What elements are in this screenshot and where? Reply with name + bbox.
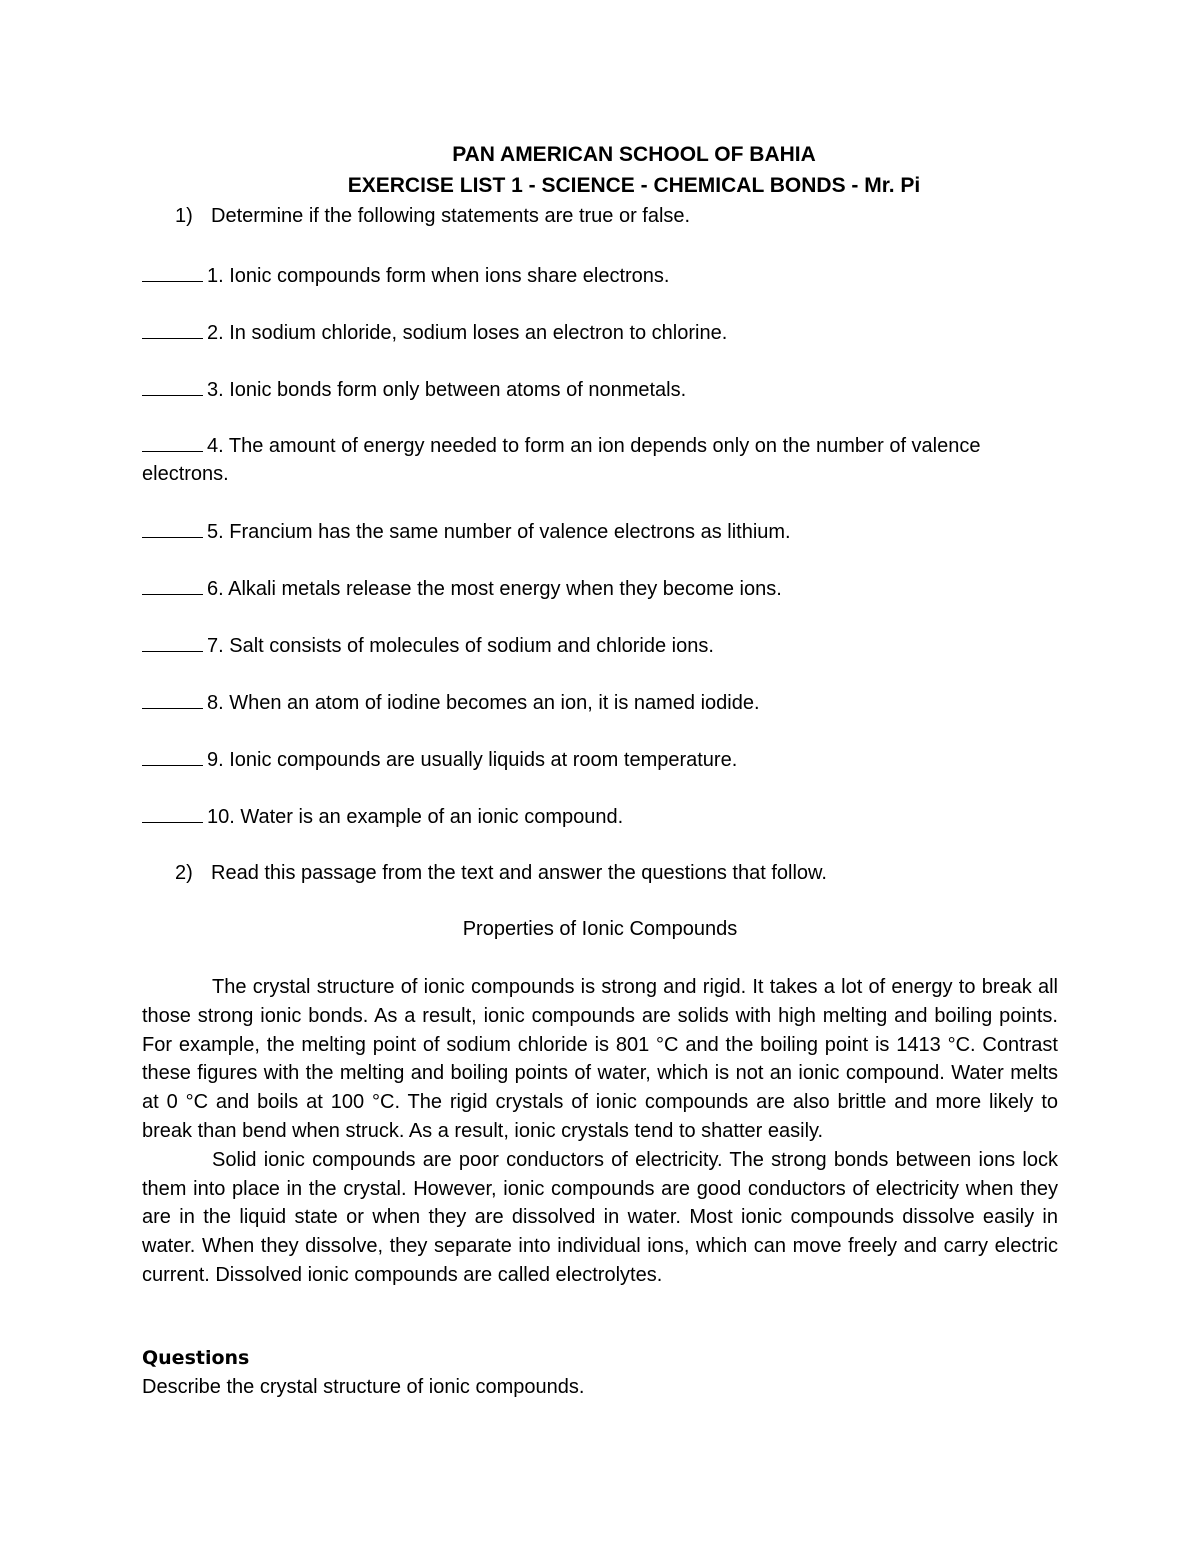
statement-6: [142, 574, 1052, 603]
statement-7: [142, 631, 1052, 660]
statement-text: 7. Salt consists of molecules of sodium and chloride ions.: [207, 635, 714, 657]
section-2-instruction: [175, 861, 827, 885]
section-2-number: 2): [175, 862, 193, 884]
statement-text: 5. Francium has the same number of valence electrons as lithium.: [207, 521, 791, 543]
answer-blank[interactable]: [142, 318, 203, 339]
statement-text: 9. Ionic compounds are usually liquids at room temperature.: [207, 749, 738, 771]
answer-blank[interactable]: [142, 631, 203, 652]
passage-paragraph-1: The crystal structure of ionic compounds is strong and rigid. It takes a lot of energy to break all those strong ionic bonds. As a result, ionic compounds are solids with high melting and boiling points. For example, the melting point of sodium chloride is 801 °C and the boiling point is 1413 °C. Contrast these figures with the melting and boiling points of water, which is not an ionic compound. Water melts at 0 °C and boils at 100 °C. The rigid crystals of ionic compounds are also brittle and more likely to break than bend when struck. As a result, ionic crystals tend to shatter easily.: [142, 976, 1058, 1142]
passage: [142, 973, 1058, 1290]
passage-title: Properties of Ionic Compounds: [462, 918, 738, 940]
statement-text: 10. Water is an example of an ionic compound.: [207, 806, 624, 828]
answer-blank[interactable]: [142, 802, 203, 823]
answer-blank[interactable]: [142, 688, 203, 709]
answer-blank[interactable]: [142, 574, 203, 595]
statement-4: [142, 431, 1052, 488]
section-1-instruction: [175, 204, 690, 228]
statement-9: [142, 745, 1052, 774]
statement-5: [142, 517, 1052, 546]
statement-3: [142, 375, 1052, 404]
section-2-text: Read this passage from the text and answer the questions that follow.: [211, 862, 827, 884]
section-1-number: 1): [175, 205, 193, 227]
statement-1: [142, 261, 1052, 290]
statement-text: 8. When an atom of iodine becomes an ion, it is named iodide.: [207, 692, 760, 714]
statement-2: [142, 318, 1052, 347]
answer-blank[interactable]: [142, 431, 203, 452]
exercise-list-title: EXERCISE LIST 1 - SCIENCE - CHEMICAL BONDS - Mr. Pi: [347, 174, 921, 197]
statement-text: 6. Alkali metals release the most energy when they become ions.: [207, 578, 782, 600]
statement-10: [142, 802, 1052, 831]
questions-heading: Questions: [142, 1347, 250, 1369]
statement-text: 2. In sodium chloride, sodium loses an electron to chlorine.: [207, 322, 728, 344]
statement-text: 4. The amount of energy needed to form an ion depends only on the number of valence electrons.: [142, 435, 981, 485]
school-name: PAN AMERICAN SCHOOL OF BAHIA: [452, 143, 816, 166]
statement-text: 1. Ionic compounds form when ions share electrons.: [207, 265, 670, 287]
statement-8: [142, 688, 1052, 717]
answer-blank[interactable]: [142, 375, 203, 396]
statement-text: 3. Ionic bonds form only between atoms of nonmetals.: [207, 379, 687, 401]
question-1: Describe the crystal structure of ionic compounds.: [142, 1376, 585, 1398]
answer-blank[interactable]: [142, 261, 203, 282]
section-1-text: Determine if the following statements are true or false.: [211, 205, 691, 227]
answer-blank[interactable]: [142, 745, 203, 766]
passage-paragraph-2: Solid ionic compounds are poor conductors of electricity. The strong bonds between ions lock them into place in the crystal. However, ionic compounds are good conductors of electricity when they are in the liquid state or when they are dissolved in water. Most ionic compounds dissolve easily in water. When they dissolve, they separate into individual ions, which can move freely and carry electric current. Dissolved ionic compounds are called electrolytes.: [142, 1148, 1058, 1286]
answer-blank[interactable]: [142, 517, 203, 538]
